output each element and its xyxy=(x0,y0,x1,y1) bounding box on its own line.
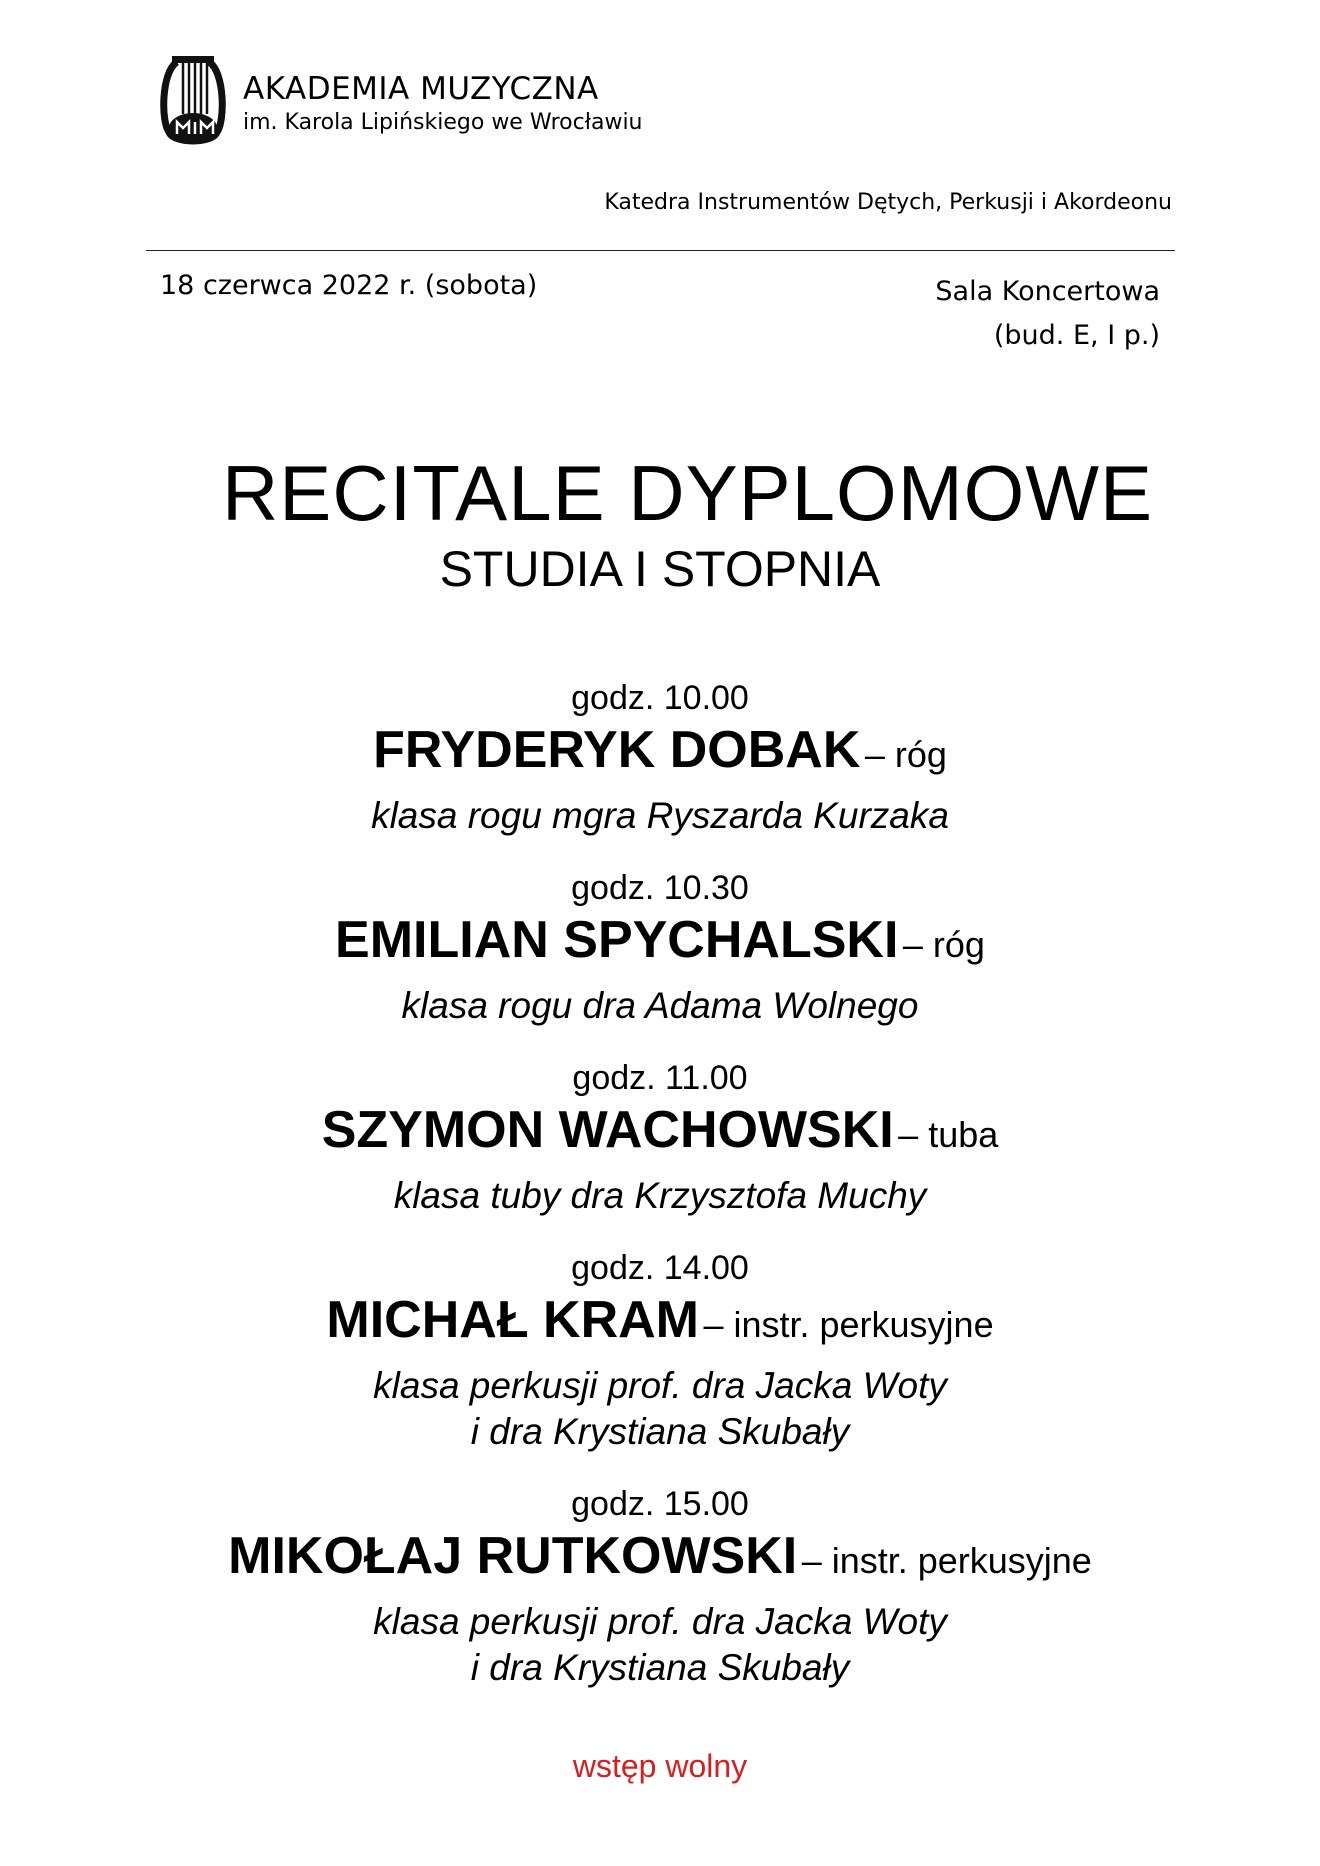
event-date: 18 czerwca 2022 r. (sobota) xyxy=(160,270,538,301)
performer-name: EMILIAN SPYCHALSKI xyxy=(335,911,899,969)
academy-logo xyxy=(157,52,643,152)
lyre-logo-icon xyxy=(157,52,229,152)
recital-time: godz. 10.00 xyxy=(571,679,749,717)
recital-class: klasa tuby dra Krzysztofa Muchy xyxy=(393,1175,927,1216)
performer-instrument: – instr. perkusyjne xyxy=(703,1304,994,1345)
recital-performer xyxy=(0,720,1320,793)
page-title: RECITALE DYPLOMOWE xyxy=(221,449,1154,537)
recital-class: klasa rogu mgra Ryszarda Kurzaka xyxy=(371,795,949,836)
recital-item xyxy=(0,1482,1320,1691)
recital-class: klasa perkusji prof. dra Jacka Woty xyxy=(373,1365,947,1406)
recital-item xyxy=(0,1246,1320,1455)
recital-time: godz. 14.00 xyxy=(571,1249,749,1287)
recital-class: i dra Krystiana Skubały xyxy=(470,1411,850,1452)
performer-instrument: – róg xyxy=(864,734,947,775)
performer-instrument: – róg xyxy=(902,924,985,965)
recital-item xyxy=(0,1056,1320,1219)
header-divider xyxy=(146,250,1175,251)
academy-name: AKADEMIA MUZYCZNA xyxy=(243,71,599,107)
recital-performer xyxy=(0,910,1320,983)
recital-class: i dra Krystiana Skubały xyxy=(470,1647,850,1688)
recital-item xyxy=(0,676,1320,839)
performer-name: FRYDERYK DOBAK xyxy=(373,721,861,779)
academy-subtitle: im. Karola Lipińskiego we Wrocławiu xyxy=(243,110,643,135)
recital-time: godz. 15.00 xyxy=(571,1485,749,1523)
venue-hall: Sala Koncertowa xyxy=(935,276,1160,307)
event-venue xyxy=(935,270,1160,358)
recital-time: godz. 10.30 xyxy=(571,869,749,907)
recital-performer xyxy=(0,1100,1320,1173)
performer-instrument: – tuba xyxy=(898,1114,999,1155)
performer-instrument: – instr. perkusyjne xyxy=(801,1540,1092,1581)
performer-name: MIKOŁAJ RUTKOWSKI xyxy=(228,1527,798,1585)
venue-building: (bud. E, I p.) xyxy=(993,320,1160,351)
performer-name: SZYMON WACHOWSKI xyxy=(321,1101,894,1159)
recital-time: godz. 11.00 xyxy=(572,1059,748,1097)
page-subtitle: STUDIA I STOPNIA xyxy=(439,541,881,597)
recital-class: klasa perkusji prof. dra Jacka Woty xyxy=(373,1601,947,1642)
department-name: Katedra Instrumentów Dętych, Perkusji i Akordeonu xyxy=(604,190,1172,215)
recital-performer xyxy=(0,1290,1320,1363)
free-entry-note: wstęp wolny xyxy=(572,1748,748,1784)
recital-performer xyxy=(0,1526,1320,1599)
recital-item xyxy=(0,866,1320,1029)
recital-class: klasa rogu dra Adama Wolnego xyxy=(401,985,919,1026)
performer-name: MICHAŁ KRAM xyxy=(326,1291,699,1349)
